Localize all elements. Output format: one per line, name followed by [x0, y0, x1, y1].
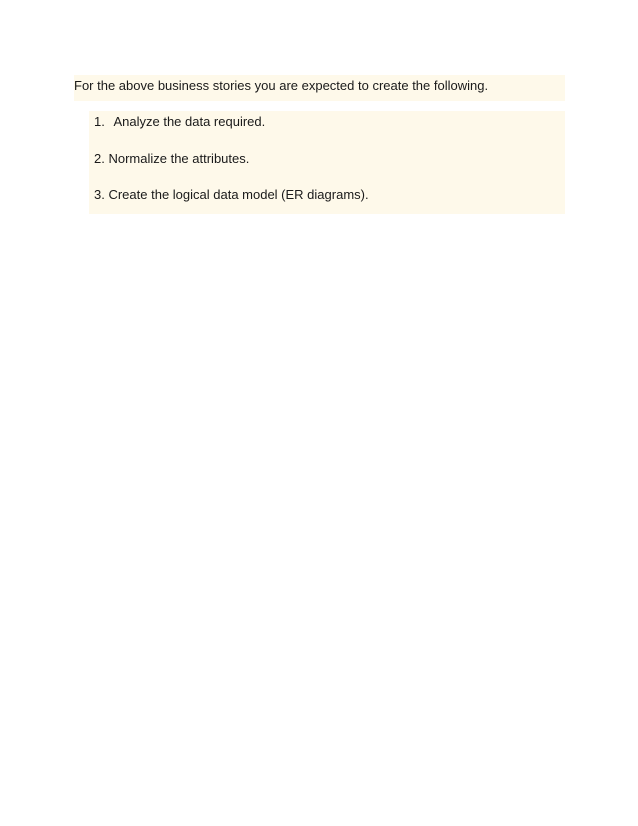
- task-number: 3.: [94, 187, 109, 202]
- task-text: Normalize the attributes.: [108, 151, 250, 166]
- task-text: Create the logical data model (ER diagrams).: [108, 187, 369, 202]
- intro-text: For the above business stories you are expected to create the following.: [74, 78, 489, 93]
- task-item-3: [94, 185, 369, 205]
- intro-paragraph: [74, 75, 565, 101]
- task-list: [89, 111, 565, 214]
- task-text: Analyze the data required.: [113, 114, 266, 129]
- task-item-1: [94, 112, 265, 132]
- task-number: 2.: [94, 151, 109, 166]
- task-item-2: [94, 149, 249, 169]
- task-number: 1.: [94, 114, 109, 129]
